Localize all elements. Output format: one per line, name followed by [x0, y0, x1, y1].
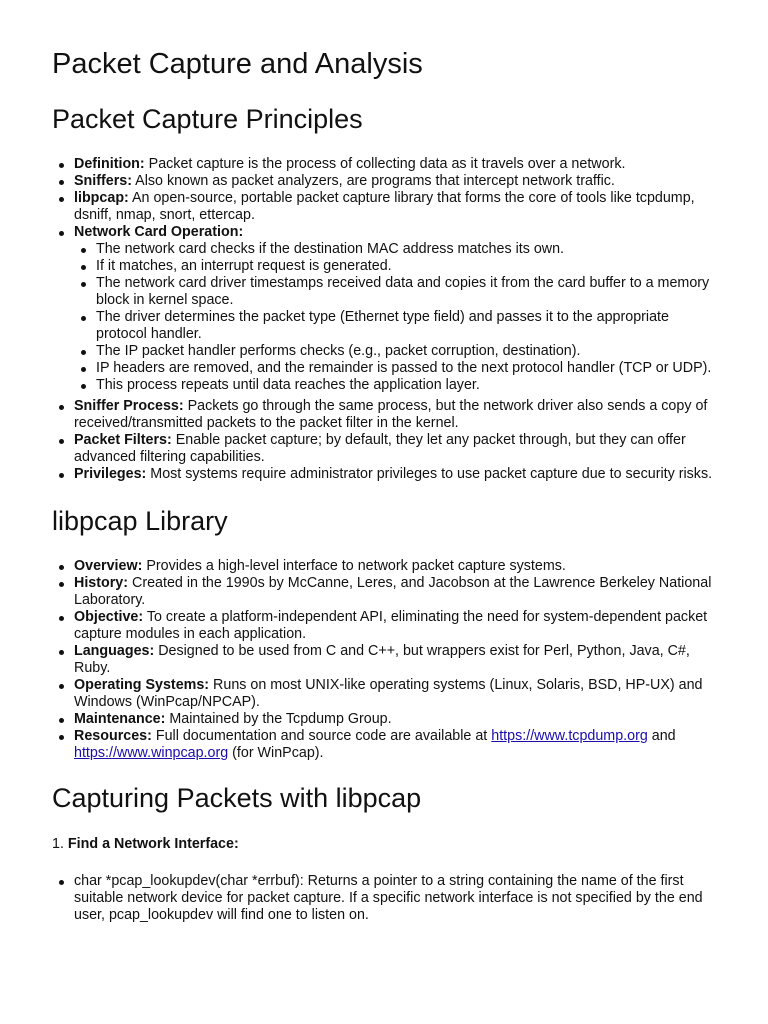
page-title: Packet Capture and Analysis	[52, 48, 423, 80]
list-item: Definition: Packet capture is the process of collecting data as it travels over a network.	[74, 156, 716, 173]
tcpdump-link[interactable]: https://www.tcpdump.org	[491, 728, 648, 744]
network-card-steps	[74, 241, 716, 394]
list-item: Objective: To create a platform-independent API, eliminating the need for system-dependent packet capture modules in each application.	[74, 609, 716, 643]
list-item: char *pcap_lookupdev(char *errbuf): Returns a pointer to a string containing the name of the first suitable network device for packet capture. If a specific network interface is not specified by the end user, pcap_lookupdev will find one to listen on.	[74, 873, 716, 924]
sub-list-item: IP headers are removed, and the remainder is passed to the next protocol handler (TCP or UDP).	[96, 360, 716, 377]
list-item: Sniffer Process: Packets go through the same process, but the network driver also sends a copy of received/transmitted packets to the packet filter in the kernel.	[74, 398, 716, 432]
list-item: History: Created in the 1990s by McCanne, Leres, and Jacobson at the Lawrence Berkeley National Laboratory.	[74, 575, 716, 609]
section-heading-libpcap: libpcap Library	[52, 506, 228, 536]
capturing-list	[52, 873, 716, 924]
list-item: Operating Systems: Runs on most UNIX-like operating systems (Linux, Solaris, BSD, HP-UX) and Windows (WinPcap/NPCAP).	[74, 677, 716, 711]
list-item-resources: Resources: Full documentation and source code are available at https://www.tcpdump.org and https://www.winpcap.org (for WinPcap).	[74, 728, 716, 762]
list-item: Privileges: Most systems require administrator privileges to use packet capture due to security risks.	[74, 466, 716, 483]
sub-list-item: The network card checks if the destination MAC address matches its own.	[96, 241, 716, 258]
list-item: Languages: Designed to be used from C and C++, but wrappers exist for Perl, Python, Java, C#, Ruby.	[74, 643, 716, 677]
principles-list	[52, 156, 716, 394]
sub-list-item: The driver determines the packet type (Ethernet type field) and passes it to the appropriate protocol handler.	[96, 309, 716, 343]
step-heading: 1. Find a Network Interface:	[52, 836, 239, 852]
section-heading-capturing: Capturing Packets with libpcap	[52, 783, 422, 813]
list-item: Maintenance: Maintained by the Tcpdump Group.	[74, 711, 716, 728]
sub-list-item: If it matches, an interrupt request is generated.	[96, 258, 716, 275]
list-item: Overview: Provides a high-level interface to network packet capture systems.	[74, 558, 716, 575]
sub-list-item: This process repeats until data reaches the application layer.	[96, 377, 716, 394]
section-heading-principles: Packet Capture Principles	[52, 104, 363, 134]
list-item: Sniffers: Also known as packet analyzers, are programs that intercept network traffic.	[74, 173, 716, 190]
list-item: libpcap: An open-source, portable packet capture library that forms the core of tools like tcpdump, dsniff, nmap, snort, ettercap.	[74, 190, 716, 224]
list-item: Network Card Operation: The network card checks if the destination MAC address matches its own. If it matches, an interrupt request is generated. The network card driver timestamps received data and copies it from the card buffer to a memory block in kernel space. The driver determines the packet type (Ethernet type field) and passes it to the appropriate protocol handler. The IP packet handler performs checks (e.g., packet corruption, destination). IP headers are removed, and the remainder is passed to the next protocol handler (TCP or UDP). This process repeats until data reaches the application layer.	[74, 224, 716, 394]
sub-list-item: The network card driver timestamps received data and copies it from the card buffer to a memory block in kernel space.	[96, 275, 716, 309]
principles-list-continued	[52, 398, 716, 483]
libpcap-list	[52, 558, 716, 762]
list-item: Packet Filters: Enable packet capture; by default, they let any packet through, but they can offer advanced filtering capabilities.	[74, 432, 716, 466]
winpcap-link[interactable]: https://www.winpcap.org	[74, 745, 229, 761]
sub-list-item: The IP packet handler performs checks (e.g., packet corruption, destination).	[96, 343, 716, 360]
